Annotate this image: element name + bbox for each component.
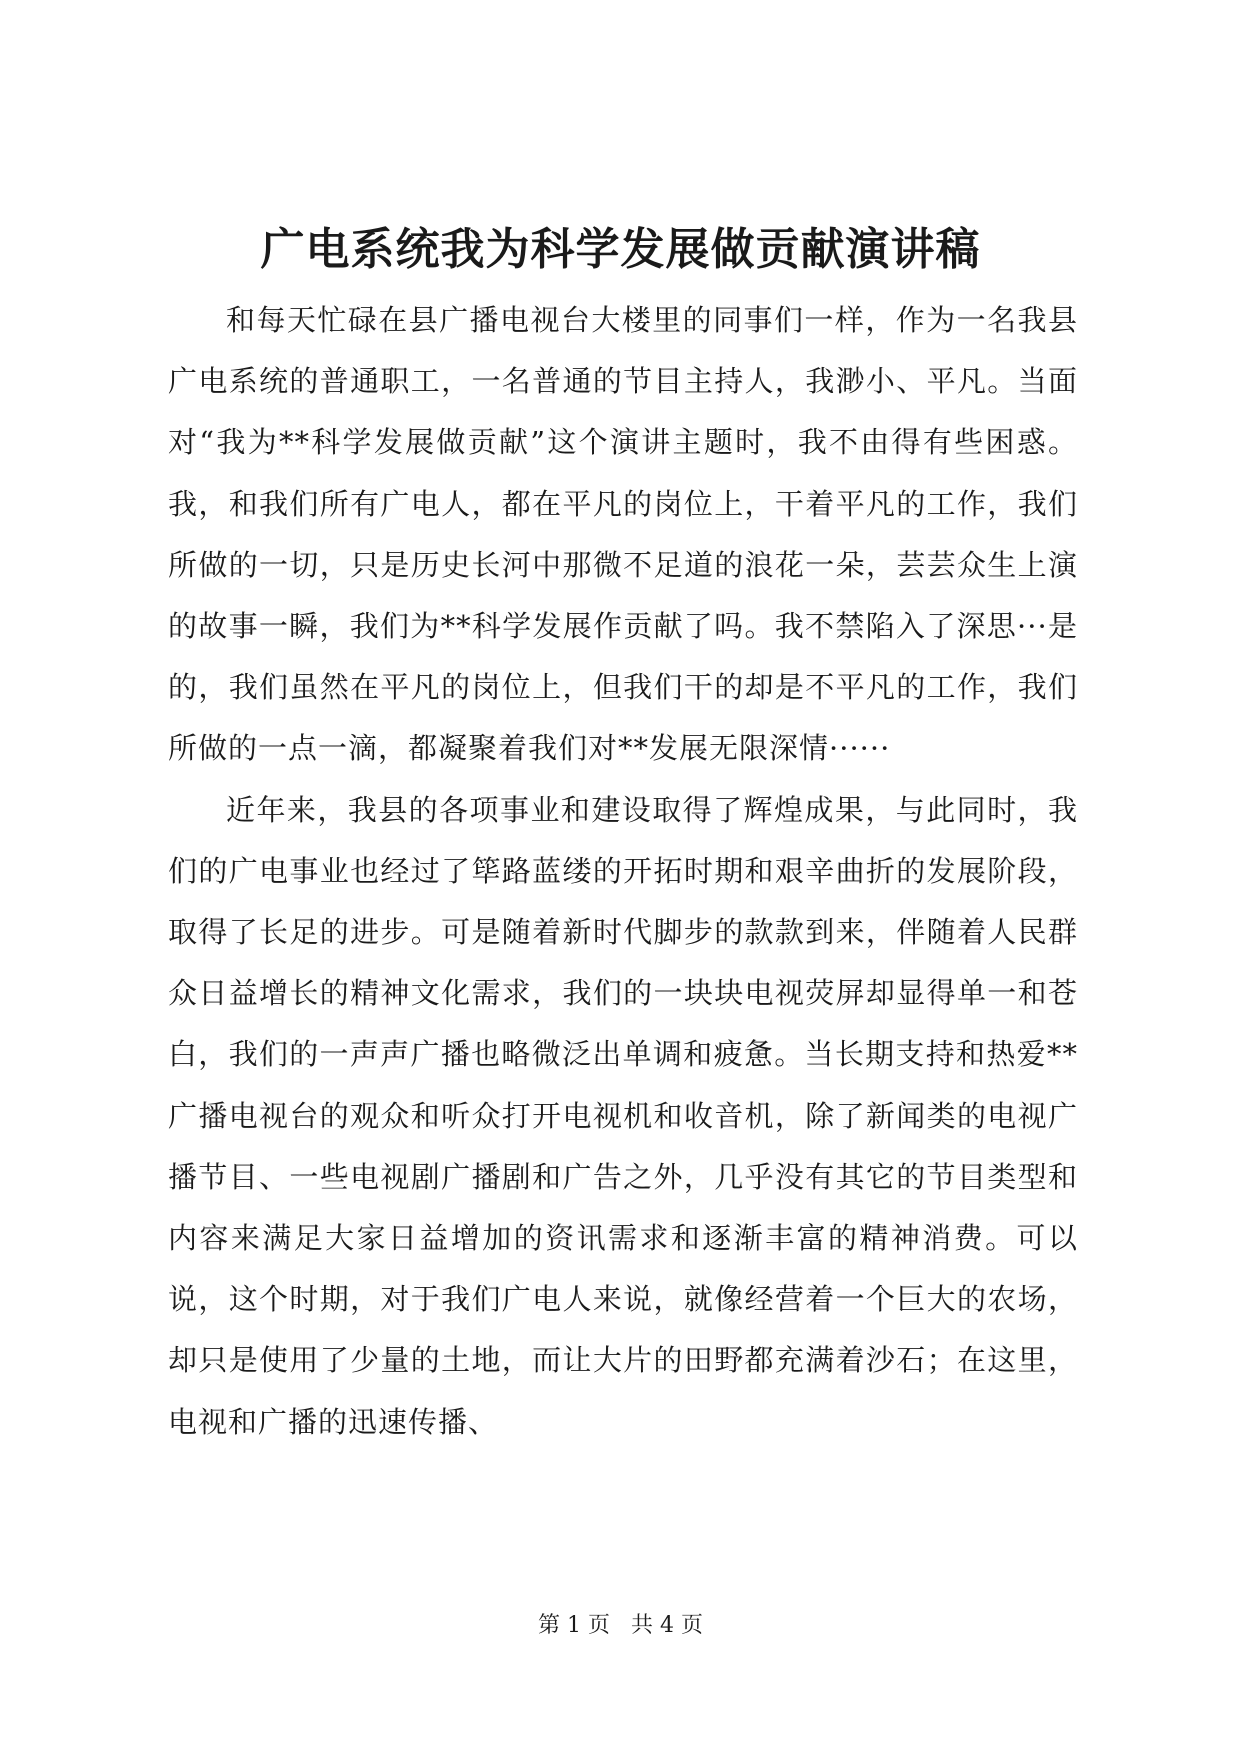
document-title: 广电系统我为科学发展做贡献演讲稿 [260, 224, 981, 275]
page-footer [0, 1611, 1241, 1641]
document-body [168, 290, 1078, 1453]
page-number-label: 第 1 页 共 4 页 [538, 1613, 703, 1638]
paragraph-1: 和每天忙碌在县广播电视台大楼里的同事们一样，作为一名我县广电系统的普通职工，一名普通的节目主持人，我渺小、平凡。当面对“我为**科学发展做贡献”这个演讲主题时，我不由得有些困惑。我，和我们所有广电人，都在平凡的岗位上，干着平凡的工作，我们所做的一切，只是历史长河中那微不足道的浪花一朵，芸芸众生上演的故事一瞬，我们为**科学发展作贡献了吗。我不禁陷入了深思···是的，我们虽然在平凡的岗位上，但我们干的却是不平凡的工作，我们所做的一点一滴，都凝聚着我们对**发展无限深情······ [168, 303, 1078, 766]
paragraph-2: 近年来，我县的各项事业和建设取得了辉煌成果，与此同时，我们的广电事业也经过了筚路蓝缕的开拓时期和艰辛曲折的发展阶段，取得了长足的进步。可是随着新时代脚步的款款到来，伴随着人民群众日益增长的精神文化需求，我们的一块块电视荧屏却显得单一和苍白，我们的一声声广播也略微泛出单调和疲惫。当长期支持和热爱**广播电视台的观众和听众打开电视机和收音机，除了新闻类的电视广播节目、一些电视剧广播剧和广告之外，几乎没有其它的节目类型和内容来满足大家日益增加的资讯需求和逐渐丰富的精神消费。可以说，这个时期，对于我们广电人来说，就像经营着一个巨大的农场，却只是使用了少量的土地，而让大片的田野都充满着沙石；在这里，电视和广播的迅速传播、 [168, 792, 1078, 1439]
